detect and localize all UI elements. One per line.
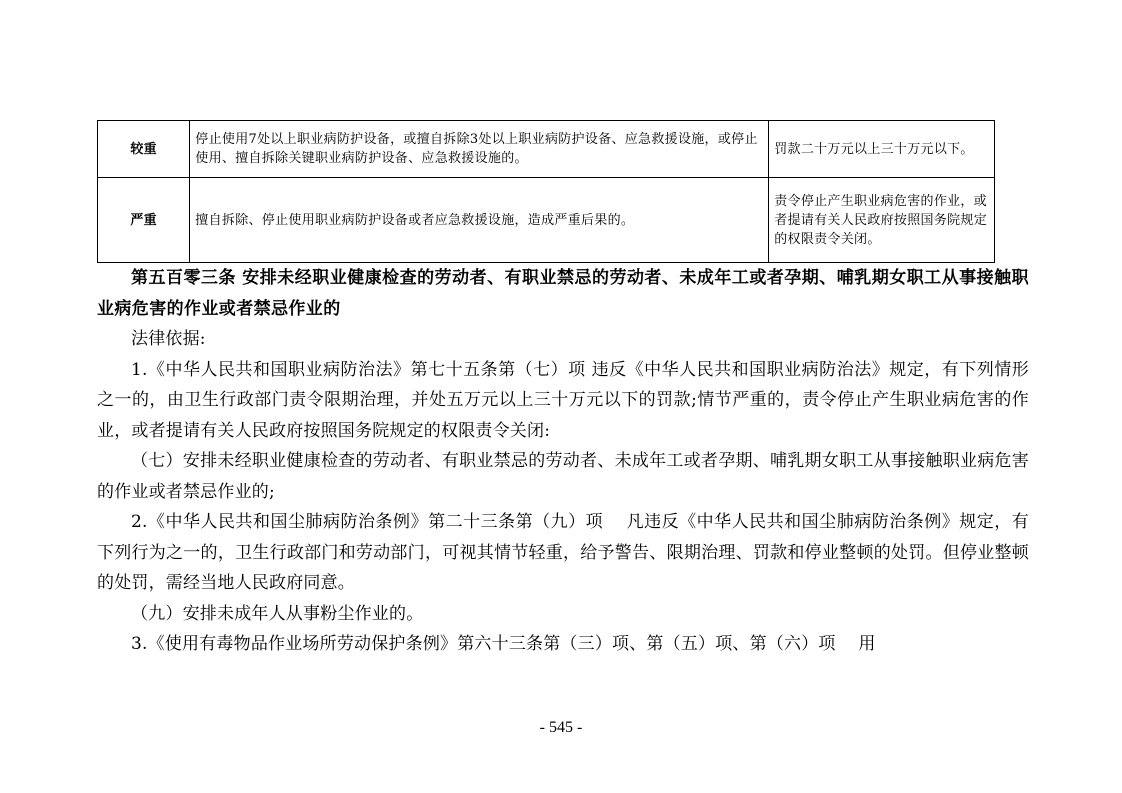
punishment-standard: 罚款二十万元以上三十万元以下。 bbox=[769, 121, 995, 178]
paragraph: 1.《中华人民共和国职业病防治法》第七十五条第（七）项 违反《中华人民共和国职业病防治法》规定，有下列情形之一的，由卫生行政部门责令限期治理，并处五万元以上三十万元以下的罚款;情节严重的，责令停止产生职业病危害的作业，或者提请有关人民政府按照国务院规定的权限责令关闭: bbox=[97, 359, 1029, 441]
severity-level: 较重 bbox=[98, 121, 190, 178]
paragraph: 2.《中华人民共和国尘肺病防治条例》第二十三条第（九）项 凡违反《中华人民共和国尘肺病防治条例》规定，有下列行为之一的，卫生行政部门和劳动部门，可视其情节轻重，给予警告、限期治理、罚款和停业整顿的处罚。但停业整顿的处罚，需经当地人民政府同意。 bbox=[97, 512, 1029, 593]
violation-behavior: 停止使用7处以上职业病防护设备，或擅自拆除3处以上职业病防护设备、应急救援设施，或停止使用、擅自拆除关键职业病防护设备、应急救援设施的。 bbox=[190, 121, 769, 178]
severity-level: 严重 bbox=[98, 178, 190, 263]
punishment-standard: 责令停止产生职业病危害的作业，或者提请有关人民政府按照国务院规定的权限责令关闭。 bbox=[769, 178, 995, 263]
table-row bbox=[98, 178, 995, 263]
paragraph: 3.《使用有毒物品作业场所劳动保护条例》第六十三条第（三）项、第（五）项、第（六）项 用 bbox=[131, 634, 876, 654]
article-heading: 第五百零三条 安排未经职业健康检查的劳动者、有职业禁忌的劳动者、未成年工或者孕期、哺乳期女职工从事接触职业病危害的作业或者禁忌作业的 bbox=[97, 268, 1029, 319]
violation-behavior: 擅自拆除、停止使用职业病防护设备或者应急救援设施，造成严重后果的。 bbox=[190, 178, 769, 263]
article-body bbox=[97, 263, 1029, 660]
table-row bbox=[98, 121, 995, 178]
page-number: - 545 - bbox=[539, 719, 583, 736]
paragraph: （七）安排未经职业健康检查的劳动者、有职业禁忌的劳动者、未成年工或者孕期、哺乳期女职工从事接触职业病危害的作业或者禁忌作业的; bbox=[97, 451, 1029, 502]
penalty-table bbox=[97, 120, 995, 263]
paragraph: （九）安排未成年人从事粉尘作业的。 bbox=[131, 603, 424, 624]
legal-basis-label: 法律依据: bbox=[131, 329, 206, 349]
